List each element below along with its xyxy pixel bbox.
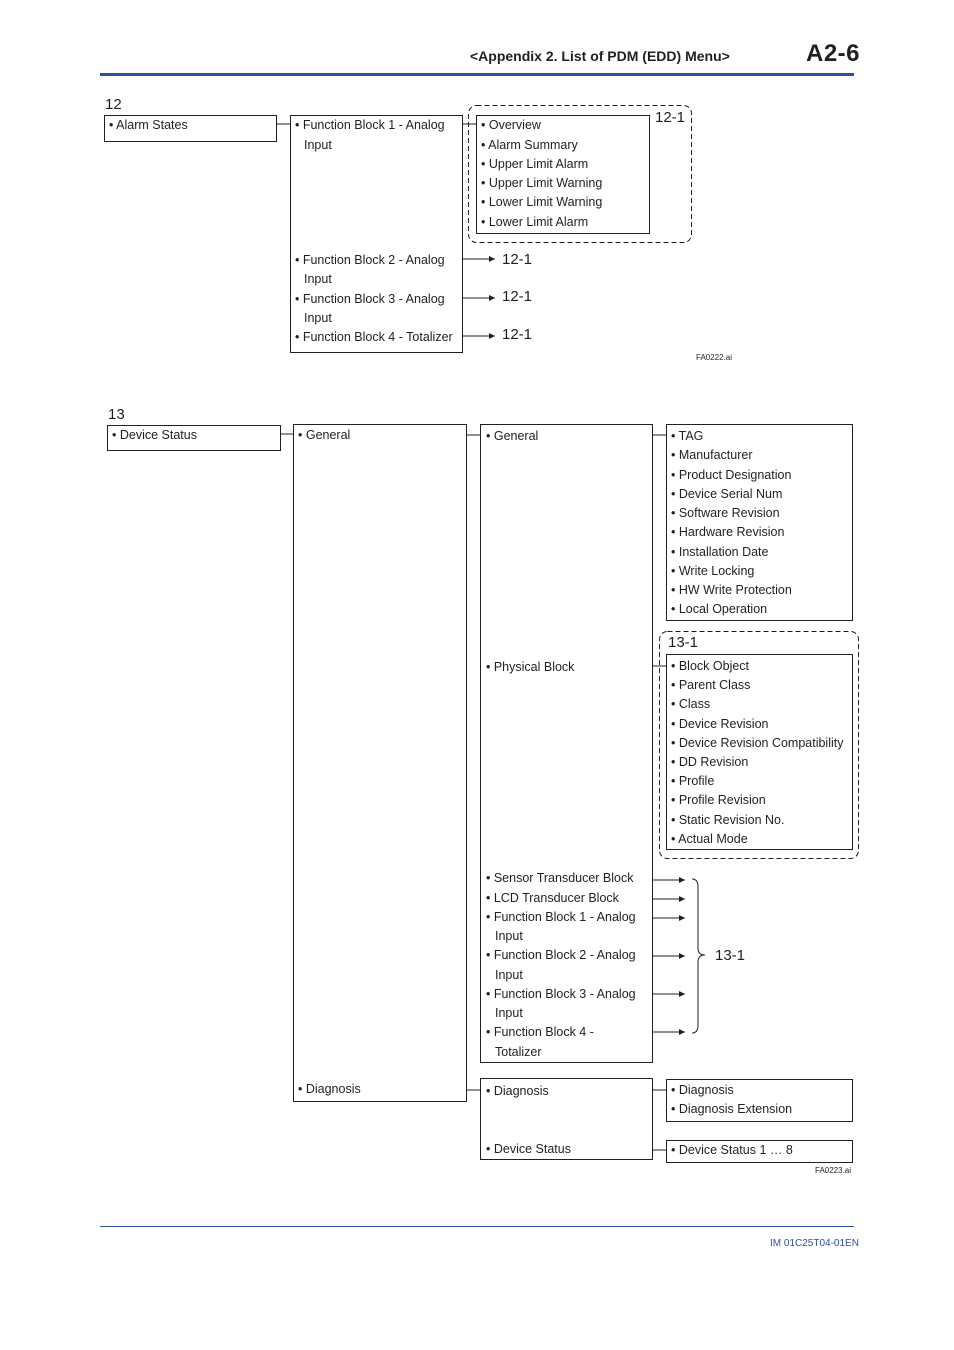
fb3-label: • Function Block 3 - Analog	[295, 292, 445, 306]
physical-block-label: • Physical Block	[486, 660, 575, 674]
device-status-label: • Device Status	[112, 428, 197, 442]
fb1-label-cont: Input	[304, 138, 332, 152]
alarm-item: • Overview	[481, 118, 541, 132]
sensor-transducer-label: • Sensor Transducer Block	[486, 871, 634, 885]
diagnosis-item: • Diagnosis Extension	[671, 1102, 793, 1116]
alarm-item: • Lower Limit Alarm	[481, 215, 589, 229]
level2-box	[293, 424, 467, 1102]
physical-item: • Static Revision No.	[671, 813, 785, 827]
device-status-item: • Device Status 1 … 8	[671, 1143, 793, 1157]
fb4-label: • Function Block 4 - Totalizer	[295, 330, 453, 344]
fb2-label-cont: Input	[304, 272, 332, 286]
ref-12-1-fb2: 12-1	[502, 251, 533, 268]
physical-item: • Profile Revision	[671, 793, 766, 807]
alarm-item: • Upper Limit Alarm	[481, 157, 589, 171]
section-13-number: 13	[108, 406, 125, 423]
physical-item: • Parent Class	[671, 678, 751, 692]
physical-item: • Device Revision	[671, 717, 769, 731]
fb2-label: • Function Block 2 - Analog	[486, 948, 636, 962]
fb4-label-cont: Totalizer	[495, 1045, 542, 1059]
fb3-label-cont: Input	[304, 311, 332, 325]
general-item: • Product Designation	[671, 468, 792, 482]
general-item: • Manufacturer	[671, 448, 753, 462]
ref-12-1-group: 12-1	[655, 109, 686, 126]
fb2-label: • Function Block 2 - Analog	[295, 253, 445, 267]
fb1-label-cont: Input	[495, 929, 523, 943]
ref-13-1-brace: 13-1	[715, 947, 746, 964]
fb3-label: • Function Block 3 - Analog	[486, 987, 636, 1001]
alarm-item: • Lower Limit Warning	[481, 195, 603, 209]
device-status-sub-label: • Device Status	[486, 1142, 571, 1156]
diagnosis-item: • Diagnosis	[671, 1083, 734, 1097]
ref-12-1-fb3: 12-1	[502, 288, 533, 305]
ref-13-1-group: 13-1	[668, 634, 699, 651]
physical-item: • DD Revision	[671, 755, 749, 769]
general-item: • Installation Date	[671, 545, 769, 559]
general-item: • Hardware Revision	[671, 525, 785, 539]
ref-12-1-fb4: 12-1	[502, 326, 533, 343]
header-title: <Appendix 2. List of PDM (EDD) Menu>	[470, 48, 730, 64]
fb4-label: • Function Block 4 -	[486, 1025, 594, 1039]
section-12-number: 12	[105, 96, 122, 113]
fb3-label-cont: Input	[495, 1006, 523, 1020]
general-item: • Software Revision	[671, 506, 780, 520]
figure-id-12: FA0222.ai	[696, 353, 733, 362]
lcd-transducer-label: • LCD Transducer Block	[486, 891, 619, 905]
diagnosis-sub-label: • Diagnosis	[486, 1084, 549, 1098]
general-sub-label: • General	[486, 429, 539, 443]
figure-id-13: FA0223.ai	[815, 1166, 852, 1175]
general-item: • TAG	[671, 429, 704, 443]
general-label: • General	[298, 428, 351, 442]
fb2-label-cont: Input	[495, 968, 523, 982]
physical-item: • Class	[671, 697, 711, 711]
physical-item: • Actual Mode	[671, 832, 748, 846]
alarm-states-label: • Alarm States	[109, 118, 188, 132]
document-id: IM 01C25T04-01EN	[770, 1238, 859, 1249]
alarm-item: • Upper Limit Warning	[481, 176, 603, 190]
fb1-label: • Function Block 1 - Analog	[486, 910, 636, 924]
general-item: • HW Write Protection	[671, 583, 792, 597]
physical-item: • Block Object	[671, 659, 750, 673]
alarm-item: • Alarm Summary	[481, 138, 578, 152]
diagnosis-label: • Diagnosis	[298, 1082, 361, 1096]
fb1-label: • Function Block 1 - Analog	[295, 118, 445, 132]
physical-item: • Profile	[671, 774, 715, 788]
physical-item: • Device Revision Compatibility	[671, 736, 844, 750]
general-item: • Write Locking	[671, 564, 755, 578]
general-item: • Local Operation	[671, 602, 768, 616]
general-item: • Device Serial Num	[671, 487, 783, 501]
page-number: A2-6	[806, 40, 861, 67]
